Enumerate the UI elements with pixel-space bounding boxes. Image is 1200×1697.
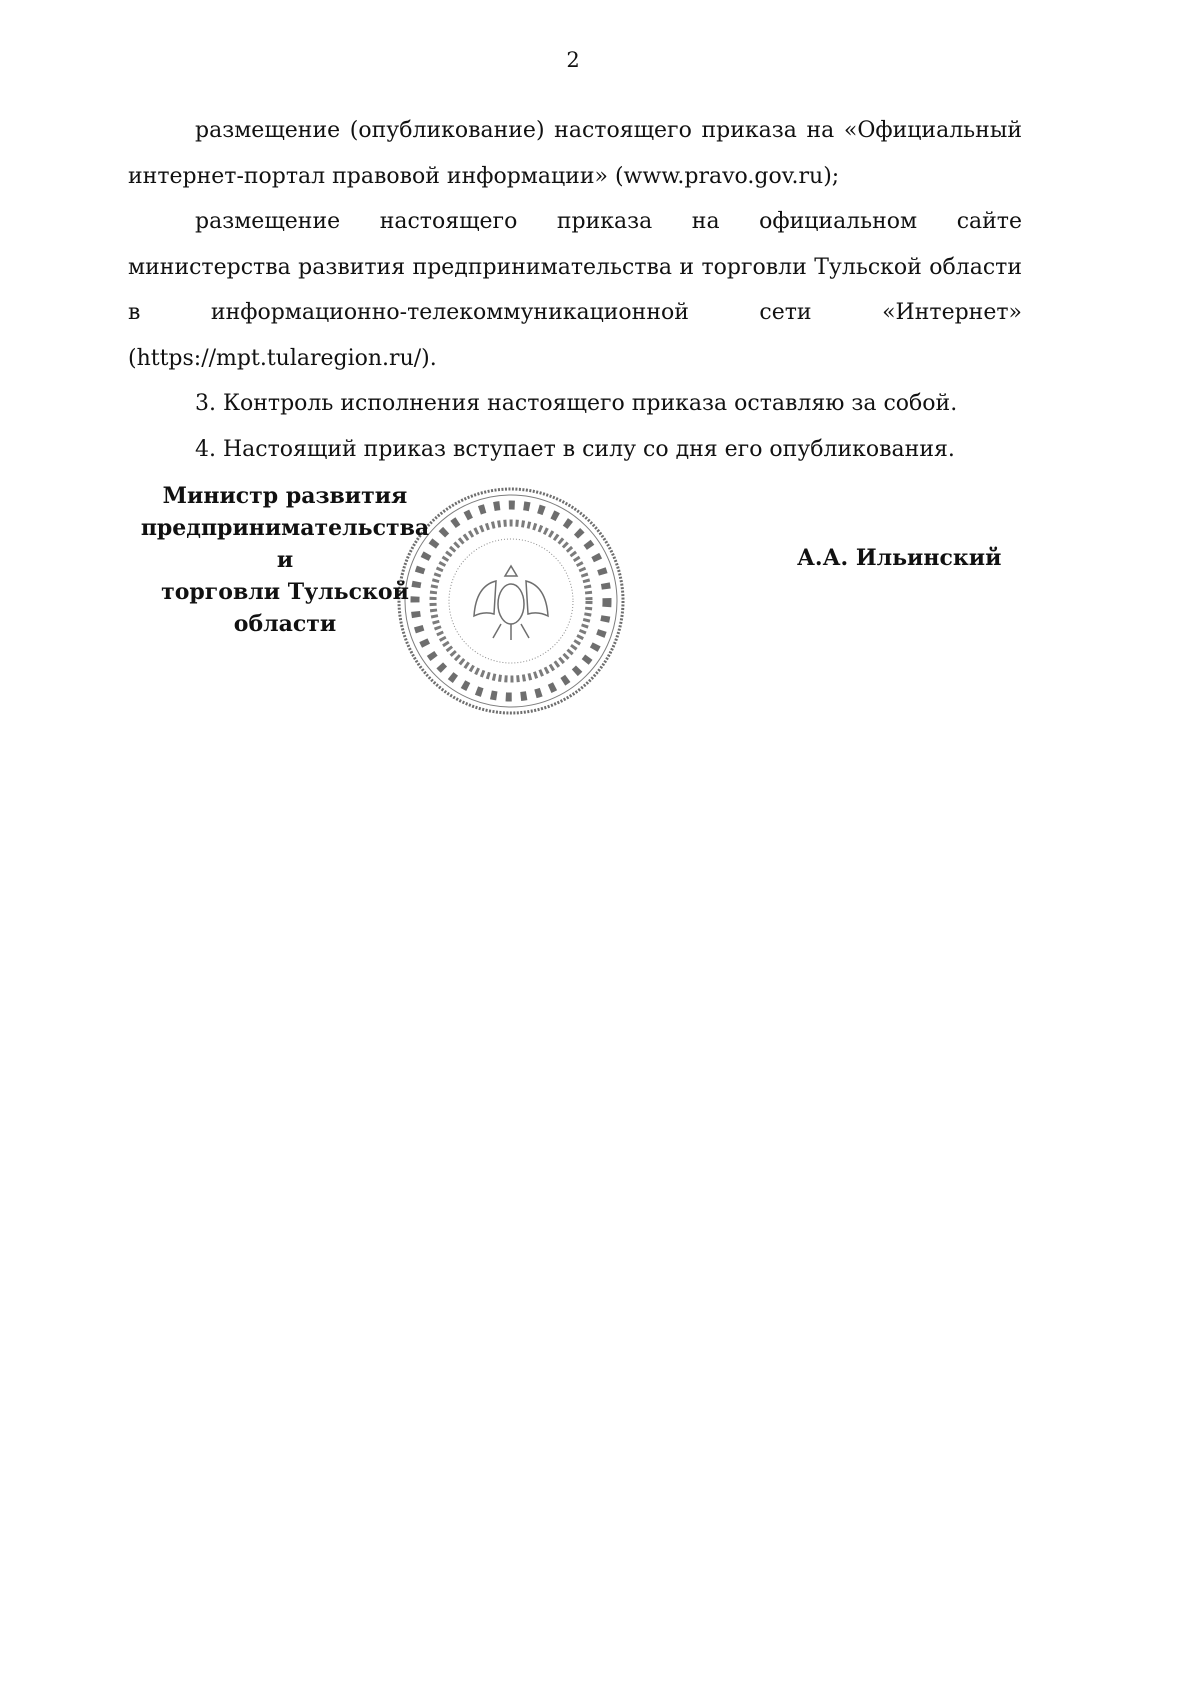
seal-outer-lettering [415,505,607,697]
paragraph: 4. Настоящий приказ вступает в силу со дня его опубликования. [195,436,955,462]
paragraph: размещение настоящего приказа на официальном сайте министерства развития предпринимательства и торговли Тульской области в информационно-телекоммуникационной сети «Интернет» (https://mpt.tularegion.ru/). [128,209,1022,371]
paragraph: 3. Контроль исполнения настоящего приказа оставляю за собой. [195,391,958,416]
position-line: Министр развития [162,483,408,509]
official-seal [396,486,626,716]
eagle-emblem-icon [474,566,548,640]
paragraph: размещение (опубликование) настоящего приказа на «Официальный интернет-портал правовой информации» (www.pravo.gov.ru); [128,118,1022,189]
position-line: предпринимательства и [140,515,430,573]
signatory-name: А.А. Ильинский [797,545,1002,571]
position-line: торговли Тульской области [161,579,409,637]
signature-position [140,480,430,640]
page-number: 2 [566,48,580,72]
seal-inner-lettering [433,523,589,679]
document-body [128,108,1022,472]
